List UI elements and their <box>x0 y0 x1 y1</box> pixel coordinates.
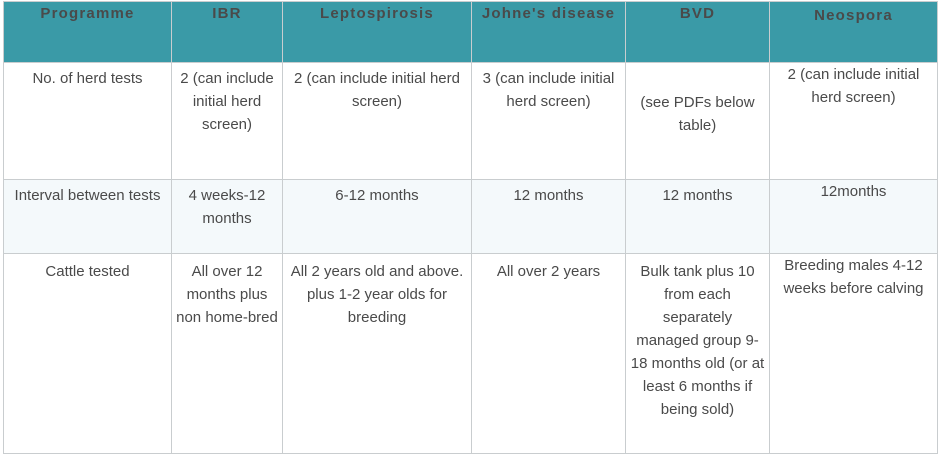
cell-bvd-herd-tests: (see PDFs below table) <box>626 63 770 180</box>
row-label-interval: Interval between tests <box>4 180 172 254</box>
header-ibr: IBR <box>172 2 283 63</box>
header-bvd: BVD <box>626 2 770 63</box>
cell-bvd-cattle-tested: Bulk tank plus 10 from each separately managed group 9-18 months old (or at least 6 months if being sold) <box>626 254 770 454</box>
table-row <box>4 254 938 454</box>
cell-neospora-herd-tests: 2 (can include initial herd screen) <box>770 63 938 180</box>
cell-bvd-interval: 12 months <box>626 180 770 254</box>
cell-leptospirosis-interval: 6-12 months <box>283 180 472 254</box>
header-leptospirosis: Leptospirosis <box>283 2 472 63</box>
cell-johnes-interval: 12 months <box>472 180 626 254</box>
header-johnes-disease: Johne's disease <box>472 2 626 63</box>
table-row <box>4 180 938 254</box>
header-row <box>4 2 938 63</box>
cell-neospora-cattle-tested: Breeding males 4-12 weeks before calving <box>770 254 938 454</box>
cell-leptospirosis-herd-tests: 2 (can include initial herd screen) <box>283 63 472 180</box>
cell-ibr-cattle-tested: All over 12 months plus non home-bred <box>172 254 283 454</box>
header-neospora: Neospora <box>770 2 938 63</box>
cell-ibr-interval: 4 weeks-12 months <box>172 180 283 254</box>
row-label-herd-tests: No. of herd tests <box>4 63 172 180</box>
cell-johnes-cattle-tested: All over 2 years <box>472 254 626 454</box>
cell-ibr-herd-tests: 2 (can include initial herd screen) <box>172 63 283 180</box>
cell-leptospirosis-cattle-tested: All 2 years old and above. plus 1-2 year olds for breeding <box>283 254 472 454</box>
header-programme: Programme <box>4 2 172 63</box>
table-row <box>4 63 938 180</box>
cell-johnes-herd-tests: 3 (can include initial herd screen) <box>472 63 626 180</box>
row-label-cattle-tested: Cattle tested <box>4 254 172 454</box>
herd-testing-table <box>3 1 938 454</box>
cell-neospora-interval: 12months <box>770 180 938 254</box>
